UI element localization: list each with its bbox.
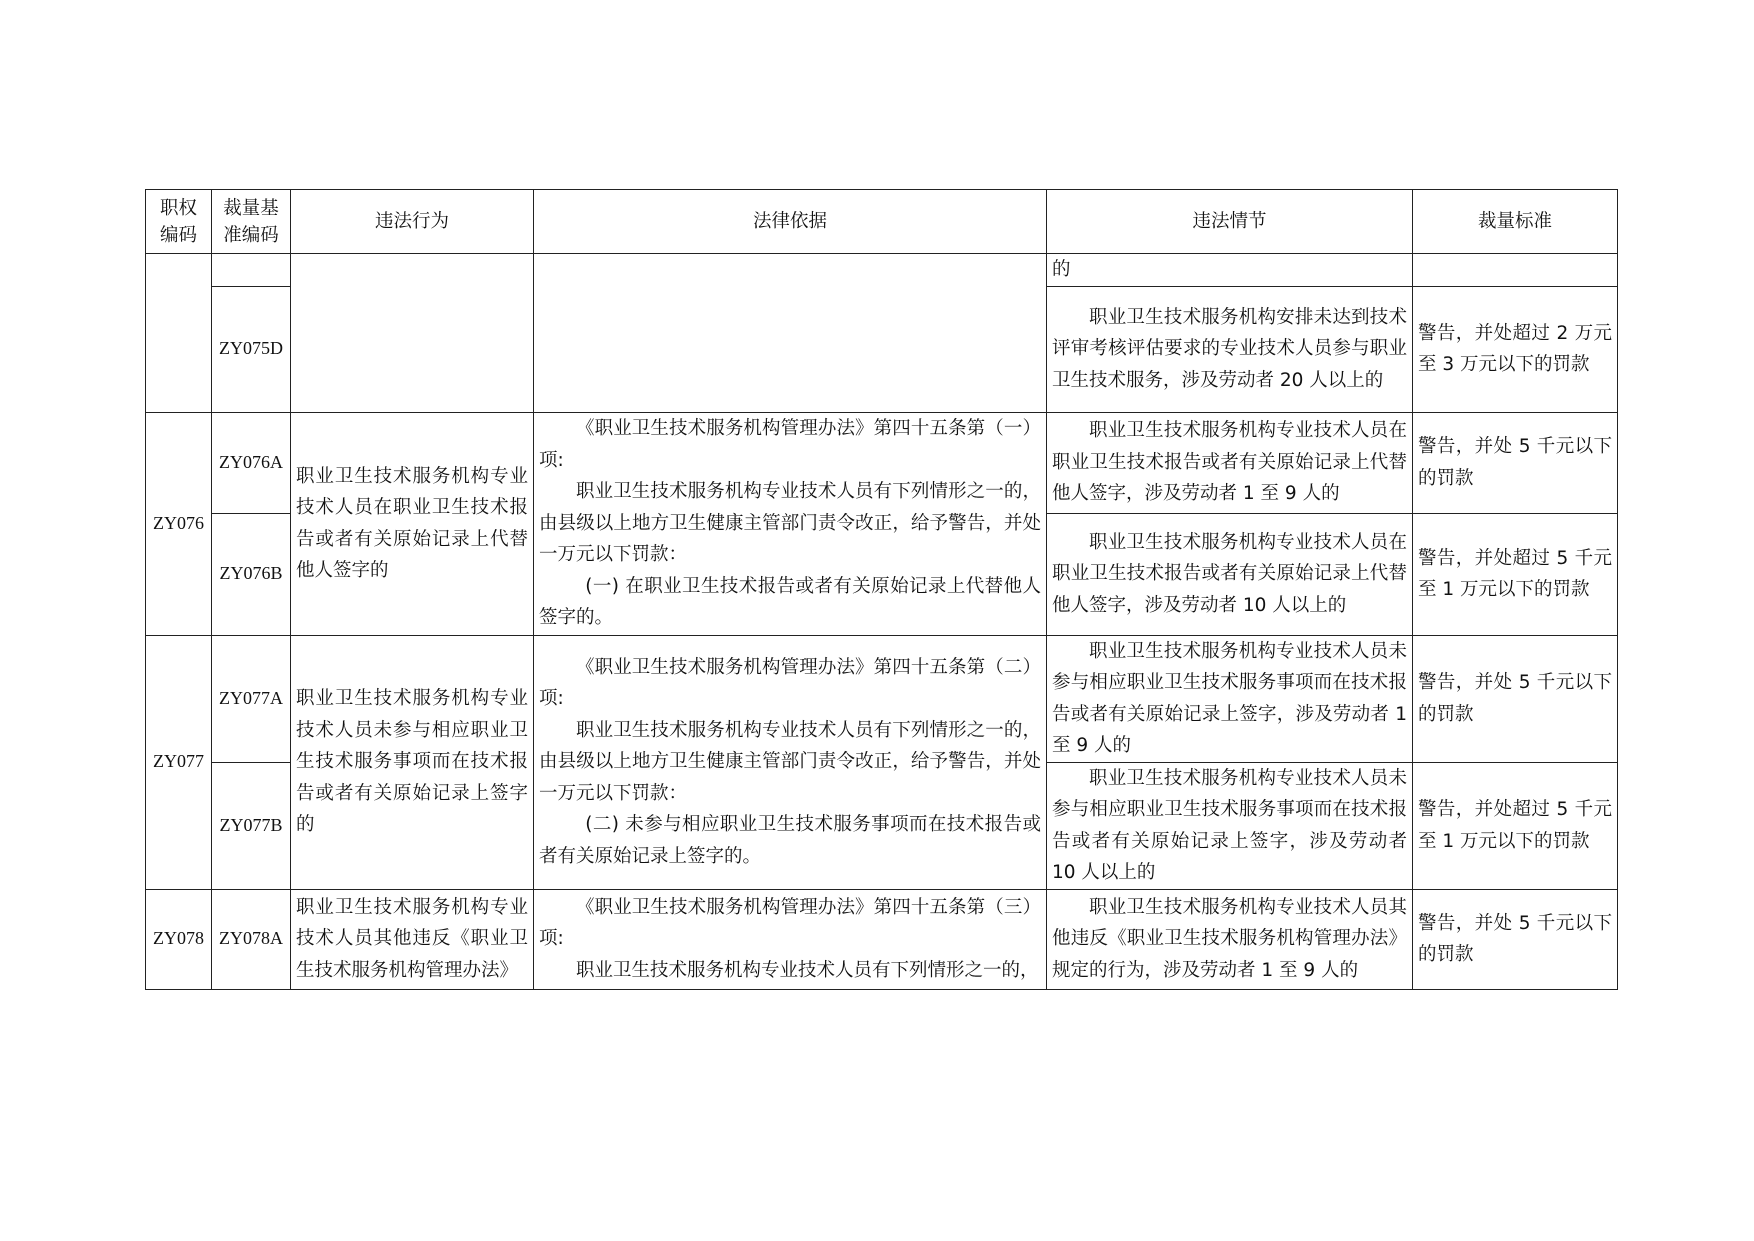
circumstance-cell: 职业卫生技术服务机构专业技术人员其他违反《职业卫生技术服务机构管理办法》规定的行为，涉及劳动者 1 至 9 人的 xyxy=(1047,889,1413,989)
standard-cell: 警告，并处 5 千元以下的罚款 xyxy=(1413,889,1618,989)
legal-basis-cell xyxy=(534,412,1047,635)
violation-cell xyxy=(291,254,534,413)
standard-code-cell: ZY076A xyxy=(212,412,291,513)
discretion-standards-table xyxy=(145,189,1618,990)
violation-cell: 职业卫生技术服务机构专业技术人员其他违反《职业卫生技术服务机构管理办法》 xyxy=(291,889,534,989)
basis-text: 职业卫生技术服务机构专业技术人员有下列情形之一的，由县级以上地方卫生健康主管部门责令改正，给予警告，并处一万元以下罚款： xyxy=(539,481,1041,566)
header-legal-basis: 法律依据 xyxy=(534,190,1047,254)
basis-item: (二) 未参与相应职业卫生技术服务事项而在技术报告或者有关原始记录上签字的。 xyxy=(539,814,1041,867)
circumstance-cell: 职业卫生技术服务机构安排未达到技术评审考核评估要求的专业技术人员参与职业卫生技术服务，涉及劳动者 20 人以上的 xyxy=(1047,286,1413,412)
standard-cell xyxy=(1413,254,1618,287)
standard-code-cell xyxy=(212,254,291,287)
standard-cell: 警告，并处超过 2 万元至 3 万元以下的罚款 xyxy=(1413,286,1618,412)
violation-cell: 职业卫生技术服务机构专业技术人员在职业卫生技术报告或者有关原始记录上代替他人签字的 xyxy=(291,412,534,635)
table-row xyxy=(146,254,1618,287)
authority-code-cell: ZY077 xyxy=(146,635,212,889)
header-violation: 违法行为 xyxy=(291,190,534,254)
legal-basis-cell xyxy=(534,254,1047,413)
basis-text: 职业卫生技术服务机构专业技术人员有下列情形之一的， xyxy=(576,959,1039,981)
authority-code-cell: ZY076 xyxy=(146,412,212,635)
circumstance-cell: 职业卫生技术服务机构专业技术人员未参与相应职业卫生技术服务事项而在技术报告或者有关原始记录上签字，涉及劳动者 1 至 9 人的 xyxy=(1047,635,1413,762)
standard-code-cell: ZY077A xyxy=(212,635,291,762)
basis-article: 《职业卫生技术服务机构管理办法》第四十五条第（三）项: xyxy=(539,896,1041,950)
table-row xyxy=(146,412,1618,513)
circumstance-cell: 职业卫生技术服务机构专业技术人员在职业卫生技术报告或者有关原始记录上代替他人签字，涉及劳动者 1 至 9 人的 xyxy=(1047,412,1413,513)
header-standard-code: 裁量基准编码 xyxy=(212,190,291,254)
basis-text: 职业卫生技术服务机构专业技术人员有下列情形之一的，由县级以上地方卫生健康主管部门责令改正，给予警告，并处一万元以下罚款： xyxy=(539,719,1041,804)
standard-cell: 警告，并处 5 千元以下的罚款 xyxy=(1413,412,1618,513)
basis-item: (一) 在职业卫生技术报告或者有关原始记录上代替他人签字的。 xyxy=(539,575,1041,629)
table-header-row xyxy=(146,190,1618,254)
authority-code-cell xyxy=(146,254,212,413)
standard-code-cell: ZY078A xyxy=(212,889,291,989)
standard-cell: 警告，并处 5 千元以下的罚款 xyxy=(1413,635,1618,762)
standard-cell: 警告，并处超过 5 千元至 1 万元以下的罚款 xyxy=(1413,762,1618,889)
legal-basis-cell xyxy=(534,889,1047,989)
basis-article: 《职业卫生技术服务机构管理办法》第四十五条第（二）项: xyxy=(539,656,1041,710)
violation-cell: 职业卫生技术服务机构专业技术人员未参与相应职业卫生技术服务事项而在技术报告或者有关原始记录上签字的 xyxy=(291,635,534,889)
header-discretion-standard: 裁量标准 xyxy=(1413,190,1618,254)
basis-article: 《职业卫生技术服务机构管理办法》第四十五条第（一）项: xyxy=(539,418,1041,471)
standard-code-cell: ZY075D xyxy=(212,286,291,412)
table-row xyxy=(146,889,1618,989)
circumstance-cell: 职业卫生技术服务机构专业技术人员未参与相应职业卫生技术服务事项而在技术报告或者有关原始记录上签字，涉及劳动者 10 人以上的 xyxy=(1047,762,1413,889)
circumstance-cell: 职业卫生技术服务机构专业技术人员在职业卫生技术报告或者有关原始记录上代替他人签字，涉及劳动者 10 人以上的 xyxy=(1047,513,1413,635)
table-row xyxy=(146,635,1618,762)
standard-cell: 警告，并处超过 5 千元至 1 万元以下的罚款 xyxy=(1413,513,1618,635)
legal-basis-cell xyxy=(534,635,1047,889)
standard-code-cell: ZY077B xyxy=(212,762,291,889)
authority-code-cell: ZY078 xyxy=(146,889,212,989)
header-circumstance: 违法情节 xyxy=(1047,190,1413,254)
header-authority-code: 职权编码 xyxy=(146,190,212,254)
circumstance-cell: 的 xyxy=(1047,254,1413,287)
standard-code-cell: ZY076B xyxy=(212,513,291,635)
